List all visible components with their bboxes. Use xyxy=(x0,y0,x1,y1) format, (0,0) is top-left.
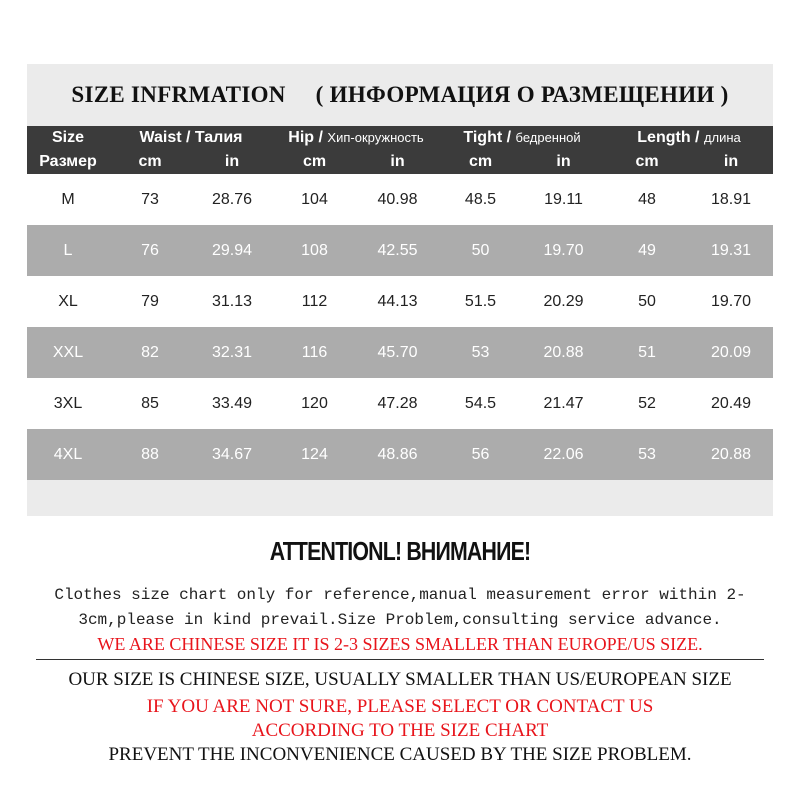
header-unit-in: in xyxy=(191,150,273,174)
header-unit-in: in xyxy=(689,150,773,174)
cell-length-cm: 53 xyxy=(605,429,689,480)
table-row xyxy=(27,429,773,480)
cell-waist-in: 31.13 xyxy=(191,276,273,327)
cell-tight-cm: 48.5 xyxy=(439,174,522,225)
cell-length-in: 19.70 xyxy=(689,276,773,327)
cell-size: M xyxy=(27,174,109,225)
cell-length-in: 18.91 xyxy=(689,174,773,225)
cell-waist-in: 28.76 xyxy=(191,174,273,225)
header-hip-ru: Хип-окружность xyxy=(327,130,424,145)
cell-hip-cm: 124 xyxy=(273,429,356,480)
cell-size: 3XL xyxy=(27,378,109,429)
cell-size: L xyxy=(27,225,109,276)
cell-hip-cm: 104 xyxy=(273,174,356,225)
cell-hip-in: 47.28 xyxy=(356,378,439,429)
cell-waist-in: 34.67 xyxy=(191,429,273,480)
cell-length-cm: 49 xyxy=(605,225,689,276)
reference-note xyxy=(30,583,770,633)
cell-size: XL xyxy=(27,276,109,327)
cell-hip-cm: 120 xyxy=(273,378,356,429)
cell-tight-in: 19.70 xyxy=(522,225,605,276)
cell-waist-in: 33.49 xyxy=(191,378,273,429)
cell-hip-cm: 108 xyxy=(273,225,356,276)
divider xyxy=(36,659,764,660)
cell-tight-cm: 53 xyxy=(439,327,522,378)
cell-hip-in: 44.13 xyxy=(356,276,439,327)
cell-tight-in: 20.29 xyxy=(522,276,605,327)
cell-tight-in: 20.88 xyxy=(522,327,605,378)
header-waist-ru: Талия xyxy=(194,129,243,146)
cell-hip-cm: 116 xyxy=(273,327,356,378)
not-sure-note: IF YOU ARE NOT SURE, PLEASE SELECT OR CONTACT US xyxy=(146,696,654,717)
cell-length-in: 20.09 xyxy=(689,327,773,378)
cell-tight-cm: 56 xyxy=(439,429,522,480)
cell-waist-cm: 76 xyxy=(109,225,191,276)
table-header xyxy=(27,126,773,174)
cell-size: XXL xyxy=(27,327,109,378)
cell-hip-in: 48.86 xyxy=(356,429,439,480)
header-waist: Waist / Талия xyxy=(109,126,273,150)
cell-waist-cm: 82 xyxy=(109,327,191,378)
header-unit-cm: cm xyxy=(439,150,522,174)
title-ru: ( ИНФОРМАЦИЯ О РАЗМЕЩЕНИИ ) xyxy=(315,82,729,107)
cell-tight-cm: 50 xyxy=(439,225,522,276)
header-hip: Hip / Хип-окружность xyxy=(273,126,439,150)
header-waist-en: Waist xyxy=(139,129,182,146)
size-table xyxy=(27,126,773,480)
header-size-ru: Размер xyxy=(27,150,109,174)
cell-length-in: 20.88 xyxy=(689,429,773,480)
cell-waist-cm: 85 xyxy=(109,378,191,429)
cell-length-in: 19.31 xyxy=(689,225,773,276)
header-length-en: Length xyxy=(637,129,691,146)
table-row xyxy=(27,276,773,327)
table-row xyxy=(27,225,773,276)
header-tight-ru: бедренной xyxy=(515,130,581,145)
cell-waist-cm: 79 xyxy=(109,276,191,327)
cell-length-cm: 48 xyxy=(605,174,689,225)
header-unit-cm: cm xyxy=(273,150,356,174)
cell-length-cm: 51 xyxy=(605,327,689,378)
header-length-ru: длина xyxy=(703,130,741,145)
cell-tight-in: 22.06 xyxy=(522,429,605,480)
according-size-chart-note: ACCORDING TO THE SIZE CHART xyxy=(251,720,549,741)
cell-hip-cm: 112 xyxy=(273,276,356,327)
cell-tight-cm: 51.5 xyxy=(439,276,522,327)
reference-note-line-2: 3cm,please in kind prevail.Size Problem,consulting service advance. xyxy=(78,611,722,629)
size-information-title xyxy=(27,82,773,108)
prevent-inconvenience-note: PREVENT THE INCONVENIENCE CAUSED BY THE SIZE PROBLEM. xyxy=(108,744,692,765)
cell-tight-in: 19.11 xyxy=(522,174,605,225)
cell-hip-in: 40.98 xyxy=(356,174,439,225)
cell-length-in: 20.49 xyxy=(689,378,773,429)
header-unit-cm: cm xyxy=(605,150,689,174)
cell-waist-in: 29.94 xyxy=(191,225,273,276)
attention-heading: ATTENTIONL! ВНИМАНИЕ! xyxy=(269,536,531,566)
header-length: Length / длина xyxy=(605,126,773,150)
header-unit-cm: cm xyxy=(109,150,191,174)
cell-tight-in: 21.47 xyxy=(522,378,605,429)
header-unit-in: in xyxy=(522,150,605,174)
header-tight: Tight / бедренной xyxy=(439,126,605,150)
table-row xyxy=(27,174,773,225)
reference-note-line-1: Clothes size chart only for reference,manual measurement error within 2- xyxy=(54,586,746,604)
header-unit-in: in xyxy=(356,150,439,174)
cell-waist-in: 32.31 xyxy=(191,327,273,378)
header-tight-en: Tight xyxy=(463,129,503,146)
cell-tight-cm: 54.5 xyxy=(439,378,522,429)
header-hip-en: Hip xyxy=(288,129,315,146)
table-row xyxy=(27,327,773,378)
header-size: Size xyxy=(27,126,109,150)
cell-hip-in: 45.70 xyxy=(356,327,439,378)
cell-length-cm: 50 xyxy=(605,276,689,327)
cell-waist-cm: 88 xyxy=(109,429,191,480)
table-row xyxy=(27,378,773,429)
title-en: SIZE INFRMATION xyxy=(71,82,286,107)
cell-length-cm: 52 xyxy=(605,378,689,429)
cell-hip-in: 42.55 xyxy=(356,225,439,276)
cell-waist-cm: 73 xyxy=(109,174,191,225)
chinese-size-warning: WE ARE CHINESE SIZE IT IS 2-3 SIZES SMALLER THAN EUROPE/US SIZE. xyxy=(97,634,703,654)
table-body xyxy=(27,174,773,480)
cell-size: 4XL xyxy=(27,429,109,480)
our-size-note: OUR SIZE IS CHINESE SIZE, USUALLY SMALLER THAN US/EUROPEAN SIZE xyxy=(68,669,732,690)
